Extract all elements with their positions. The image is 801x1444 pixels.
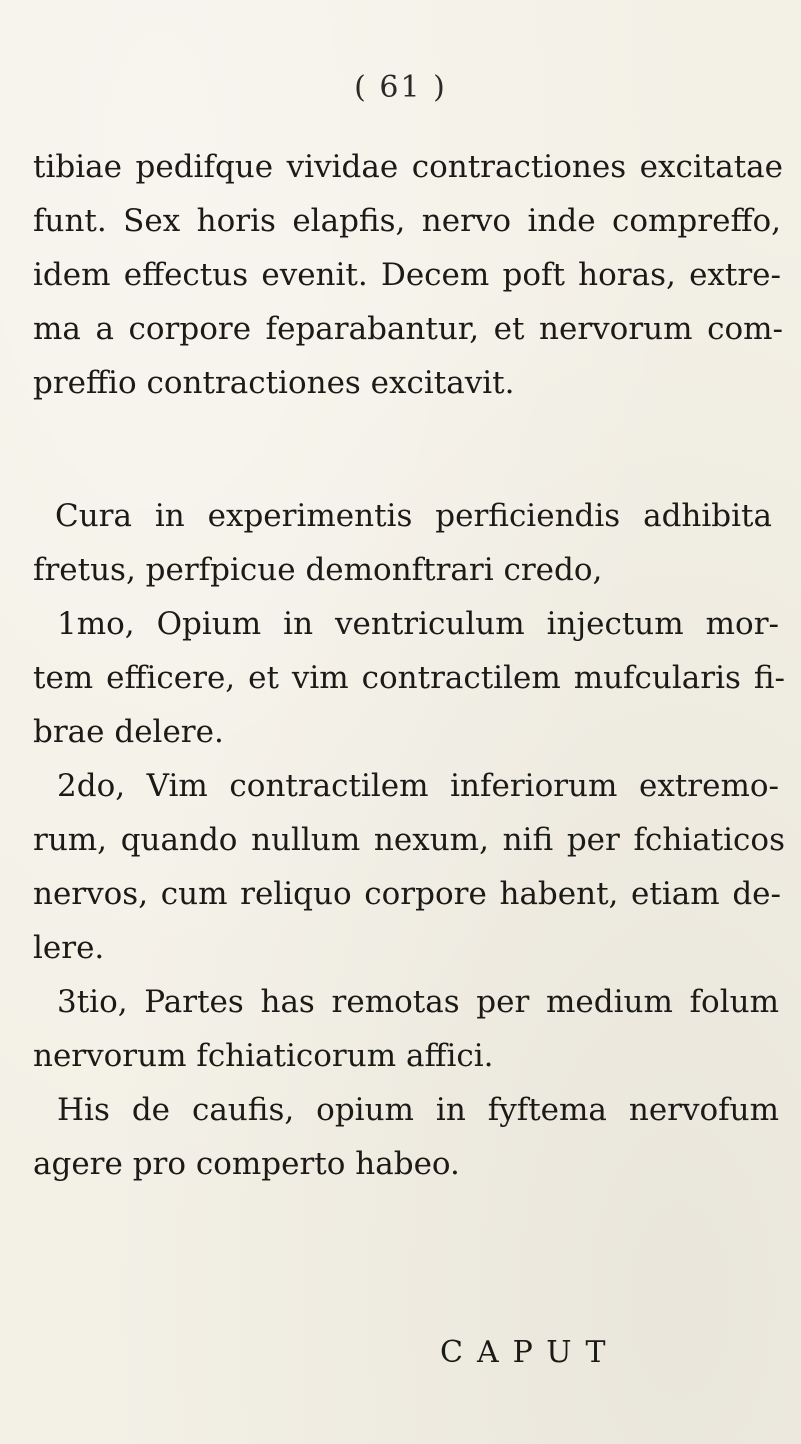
text-line: nervos, cum reliquo corpore habent, etiam de- [33, 876, 781, 912]
text-line: 1mo, Opium in ventriculum injectum mor- [57, 606, 779, 642]
text-line: fretus, perfpicue demonftrari credo, [33, 552, 603, 588]
text-line: tibiae pedifque vividae contractiones excitatae [33, 149, 783, 185]
page-number: ( 61 ) [354, 70, 447, 105]
text-line: ma a corpore feparabantur, et nervorum com- [33, 311, 783, 347]
catchword: CAPUT [440, 1335, 620, 1370]
text-line: His de caufis, opium in fyftema nervofum [57, 1092, 779, 1128]
text-line: rum, quando nullum nexum, nifi per fchiaticos [33, 822, 785, 858]
text-line: nervorum fchiaticorum affici. [33, 1038, 494, 1074]
text-line: preffio contractiones excitavit. [33, 365, 515, 401]
text-line: lere. [33, 930, 105, 966]
text-line: Cura in experimentis perficiendis adhibita [55, 498, 772, 534]
text-line: brae delere. [33, 714, 224, 750]
text-line: funt. Sex horis elapfis, nervo inde compreffo, [33, 203, 781, 239]
text-line: agere pro comperto habeo. [33, 1146, 460, 1182]
text-line: 2do, Vim contractilem inferiorum extremo- [57, 768, 779, 804]
text-line: idem effectus evenit. Decem poft horas, extre- [33, 257, 781, 293]
text-line: tem efficere, et vim contractilem mufcularis fi- [33, 660, 785, 696]
text-line: 3tio, Partes has remotas per medium folum [57, 984, 779, 1020]
